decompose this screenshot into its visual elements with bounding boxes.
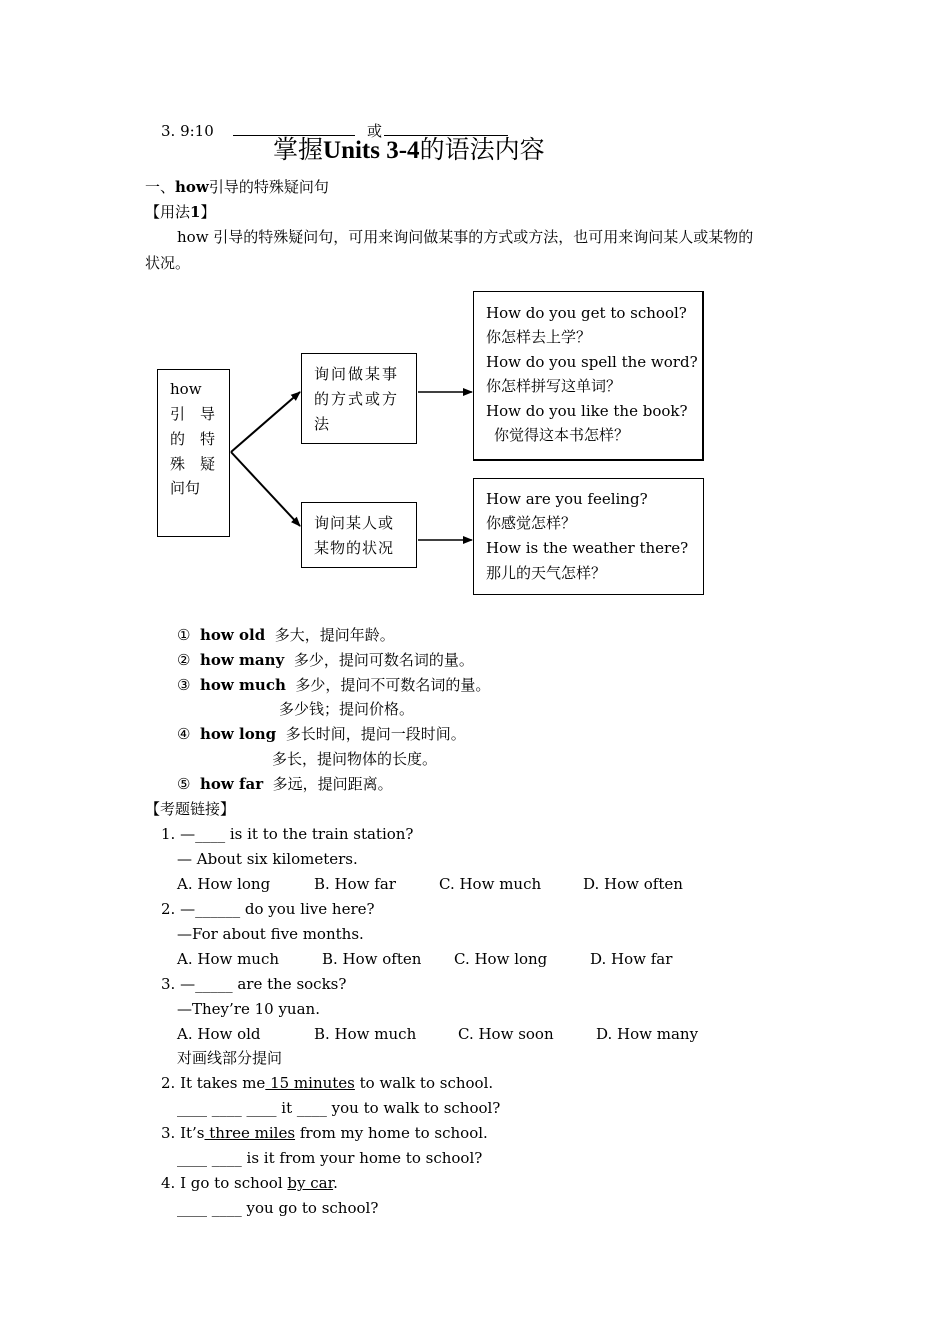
question-rest: are the socks? [232, 975, 347, 993]
phrase-item [177, 774, 393, 794]
option: C. How long [454, 950, 548, 968]
example-bottom-line: 那儿的天气怎样？ [486, 564, 607, 582]
phrase-num: ② [177, 651, 191, 669]
link-heading: 【考题链接】 [145, 800, 236, 818]
phrase-desc: 多少，提问可数名词的量。 [293, 651, 474, 669]
usage-label [145, 202, 215, 222]
branch-top-line: 询问做某事 [314, 365, 400, 383]
phrase-desc: 多大，提问年龄。 [274, 626, 395, 644]
example-top-line: 你觉得这本书怎样？ [494, 426, 630, 444]
diagram-examples-bottom [473, 478, 704, 595]
phrase-item [177, 650, 474, 670]
phrase-term: how long [200, 725, 277, 743]
option: C. How much [439, 875, 542, 893]
root-line: 的 特 [170, 430, 216, 448]
question-answer: — About six kilometers. [177, 850, 358, 868]
usage-bold: 1 [190, 203, 201, 221]
question-rest: is it to the train station? [225, 825, 414, 843]
option: A. How much [177, 950, 280, 968]
intro-line-1: how 引导的特殊疑问句，可用来询问做某事的方式或方法，也可用来询问某人或某物的 [177, 228, 754, 246]
example-top-line: How do you spell the word? [486, 353, 698, 371]
intro-line-2: 状况。 [145, 254, 191, 272]
phrase-desc-extra: 多少钱；提问价格。 [279, 700, 415, 718]
option: A. How old [177, 1025, 261, 1043]
question-stem [161, 824, 413, 844]
phrase-num: ⑤ [177, 775, 191, 793]
top-line [161, 121, 214, 141]
question-blank: ____ [195, 825, 226, 843]
phrase-desc: 多少，提问不可数名词的量。 [295, 676, 491, 694]
option: D. How often [583, 875, 683, 893]
option: A. How long [177, 875, 271, 893]
branch-bottom-line: 某物的状况 [314, 539, 395, 557]
root-line: how [170, 380, 202, 398]
rewrite-blank-line: ____ ____ you go to school? [177, 1199, 379, 1217]
question-blank: _____ [195, 975, 233, 993]
option: C. How soon [458, 1025, 554, 1043]
top-line-prefix: 3. 9:10 [161, 122, 214, 140]
phrase-num: ① [177, 626, 191, 644]
question-dash: — [180, 825, 196, 843]
phrase-desc-extra: 多长，提问物体的长度。 [272, 750, 438, 768]
root-line: 殊 疑 [170, 455, 216, 473]
title-post: 的语法内容 [419, 135, 545, 164]
rewrite-underlined: by car [287, 1174, 334, 1192]
rewrite-pre: 2. It takes me [161, 1074, 266, 1092]
option: B. How often [322, 950, 422, 968]
rewrite-post: . [333, 1174, 338, 1192]
question-rest: do you live here? [240, 900, 375, 918]
question-dash: — [180, 975, 196, 993]
phrase-num: ④ [177, 725, 191, 743]
question-stem [161, 974, 346, 994]
option: D. How many [596, 1025, 699, 1043]
question-num: 2. [161, 900, 176, 918]
question-answer: —For about five months. [177, 925, 364, 943]
usage-close: 】 [200, 203, 216, 221]
example-top-line: How do you like the book? [486, 402, 688, 420]
rewrite-blank-line: ____ ____ ____ it ____ you to walk to school? [177, 1099, 501, 1117]
phrase-desc: 多远，提问距离。 [272, 775, 393, 793]
arrow-root-to-bottom [231, 452, 300, 526]
question-answer: —They’re 10 yuan. [177, 1000, 320, 1018]
page-title [273, 134, 545, 167]
rewrite-blank-line: ____ ____ is it from your home to school? [177, 1149, 483, 1167]
diagram-branch-bottom [301, 502, 417, 568]
example-bottom-line: How are you feeling? [486, 490, 648, 508]
section-num: 一、 [145, 178, 176, 196]
phrase-desc: 多长时间，提问一段时间。 [285, 725, 466, 743]
rewrite-sentence [161, 1173, 338, 1193]
rewrite-sentence [161, 1073, 493, 1093]
question-num: 3. [161, 975, 176, 993]
phrase-item [177, 675, 490, 695]
branch-top-line: 的方式或方 [314, 390, 400, 408]
section-heading [145, 177, 329, 197]
rewrite-underlined: three miles [204, 1124, 296, 1142]
question-blank: ______ [195, 900, 241, 918]
question-stem [161, 899, 375, 919]
rewrite-pre: 4. I go to school [161, 1174, 288, 1192]
option: B. How far [314, 875, 396, 893]
question-dash: — [180, 900, 196, 918]
phrase-item [177, 724, 466, 744]
phrase-term: how far [200, 775, 264, 793]
rewrite-pre: 3. It’s [161, 1124, 205, 1142]
example-top-line: 你怎样拼写这单词？ [486, 377, 622, 395]
phrase-term: how many [200, 651, 285, 669]
diagram-root-box [157, 369, 230, 537]
top-line-or: 或 [367, 122, 383, 140]
rewrite-sentence [161, 1123, 488, 1143]
example-top-line: 你怎样去上学？ [486, 328, 592, 346]
rewrite-underlined: 15 minutes [265, 1074, 355, 1092]
phrase-num: ③ [177, 676, 191, 694]
phrase-term: how much [200, 676, 286, 694]
branch-bottom-line: 询问某人或 [314, 514, 395, 532]
section-rest: 引导的特殊疑问句 [208, 178, 329, 196]
rewrite-post: from my home to school. [295, 1124, 488, 1142]
underline-heading: 对画线部分提问 [177, 1049, 283, 1067]
root-line: 问句 [170, 479, 201, 497]
option: B. How much [314, 1025, 417, 1043]
phrase-term: how old [200, 626, 266, 644]
example-bottom-line: 你感觉怎样？ [486, 514, 577, 532]
section-bold: how [175, 178, 209, 196]
rewrite-post: to walk to school. [354, 1074, 494, 1092]
arrow-root-to-top [231, 392, 300, 452]
usage-open: 【用法 [145, 203, 191, 221]
root-line: 引 导 [170, 405, 216, 423]
title-pre: 掌握 [273, 135, 324, 164]
phrase-item [177, 625, 395, 645]
branch-top-line: 法 [314, 415, 330, 433]
title-bold: Units 3-4 [323, 137, 420, 164]
example-bottom-line: How is the weather there? [486, 539, 689, 557]
diagram-examples-top [473, 291, 704, 461]
option: D. How far [590, 950, 673, 968]
example-top-line: How do you get to school? [486, 304, 687, 322]
question-num: 1. [161, 825, 176, 843]
diagram-branch-top [301, 353, 417, 444]
